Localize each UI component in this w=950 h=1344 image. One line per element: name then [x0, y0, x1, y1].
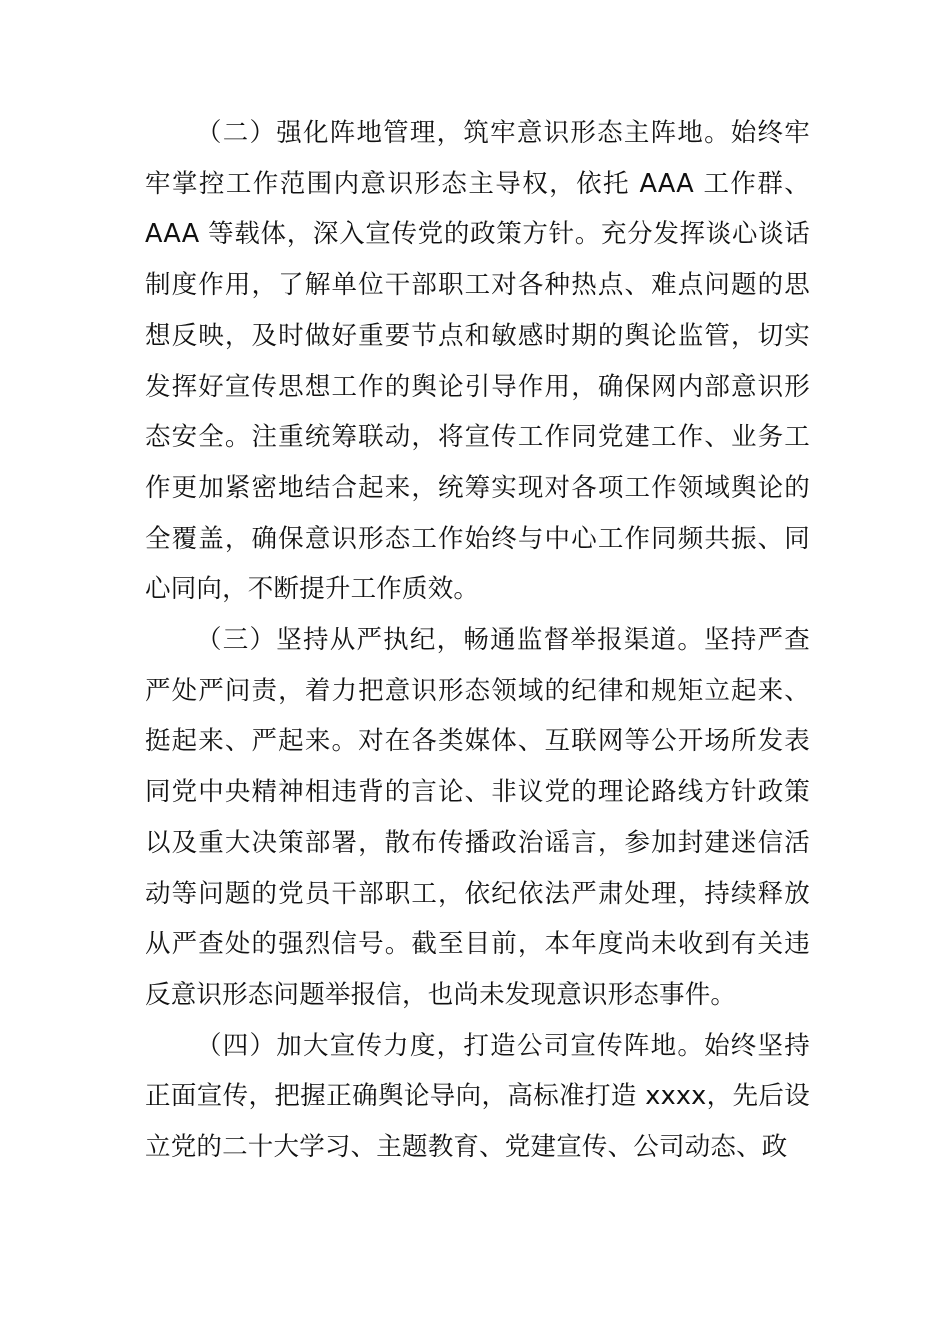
paragraph-section-4: （四）加大宣传力度，打造公司宣传阵地。始终坚持正面宣传，把握正确舆论导向，高标准打造 xxxx，先后设立党的二十大学习、主题教育、党建宣传、公司动态、政 [145, 1030, 810, 1163]
paragraph-section-3: （三）坚持从严执纪，畅通监督举报渠道。坚持严查严处严问责，着力把意识形态领域的纪律和规矩立起来、挺起来、严起来。对在各类媒体、互联网等公开场所发表同党中央精神相违背的言论、非议党的理论路线方针政策以及重大决策部署，散布传播政治谣言，参加封建迷信活动等问题的党员干部职工，依纪依法严肃处理，持续释放从严查处的强烈信号。截至目前，本年度尚未收到有关违反意识形态问题举报信，也尚未发现意识形态事件。 [145, 625, 810, 1010]
paragraph-section-2: （二）强化阵地管理，筑牢意识形态主阵地。始终牢牢掌控工作范围内意识形态主导权，依托 AAA 工作群、AAA 等载体，深入宣传党的政策方针。充分发挥谈心谈话制度作用，了解单位干部职工对各种热点、难点问题的思想反映，及时做好重要节点和敏感时期的舆论监管，切实发挥好宣传思想工作的舆论引导作用，确保网内部意识形态安全。注重统筹联动，将宣传工作同党建工作、业务工作更加紧密地结合起来，统筹实现对各项工作领域舆论的全覆盖，确保意识形态工作始终与中心工作同频共振、同心同向，不断提升工作质效。 [145, 118, 810, 605]
document-body [145, 108, 810, 1173]
